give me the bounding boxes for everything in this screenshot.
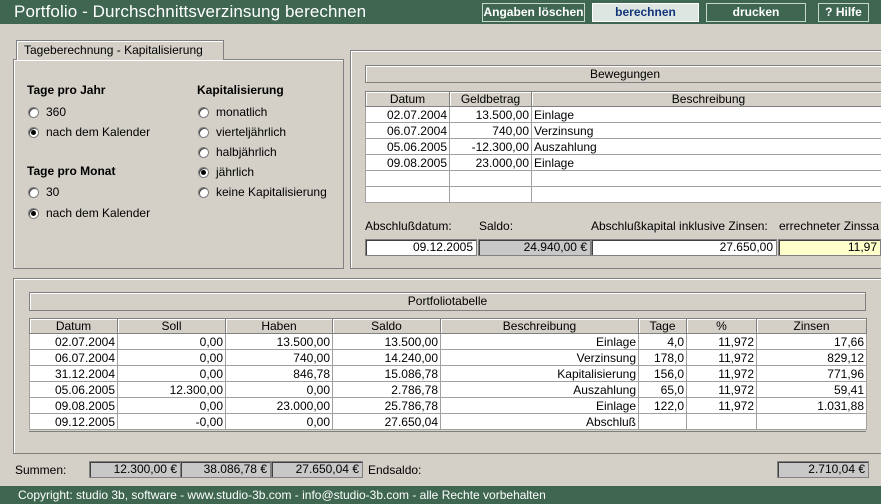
help-button[interactable]: ? Hilfe	[818, 3, 869, 22]
radio-cap-halfyearly[interactable]	[198, 145, 277, 159]
clear-button[interactable]: Angaben löschen	[482, 3, 585, 22]
app-title: Portfolio - Durchschnittsverzinsung berechnen	[14, 2, 367, 21]
cell-description[interactable]: Einlage	[441, 398, 639, 414]
radio-cap-quarterly[interactable]	[198, 125, 286, 139]
radio-cap-none[interactable]	[198, 185, 327, 199]
cell-credit[interactable]: 23.000,00	[226, 398, 333, 414]
cell-interest[interactable]: 17,66	[757, 334, 867, 350]
radio-year-calendar[interactable]	[28, 125, 150, 139]
cell-interest[interactable]: 1.031,88	[757, 398, 867, 414]
col-header-interest[interactable]: Zinsen	[757, 319, 867, 334]
radio-month-calendar[interactable]	[28, 206, 150, 220]
cell-balance[interactable]: 14.240,00	[333, 350, 441, 366]
tab-day-calculation[interactable]: Tageberechnung - Kapitalisierung	[16, 40, 224, 60]
cell-days[interactable]: 65,0	[639, 382, 687, 398]
radio-dot	[198, 147, 209, 158]
cell-description[interactable]: Abschluß	[441, 414, 639, 430]
radio-dot	[198, 127, 209, 138]
cell-days[interactable]: 156,0	[639, 366, 687, 382]
table-row[interactable]	[30, 414, 867, 430]
cell-amount[interactable]: -12.300,00	[450, 139, 532, 155]
col-header-amount[interactable]: Geldbetrag	[450, 92, 532, 107]
col-header-credit[interactable]: Haben	[226, 319, 333, 334]
col-header-percent[interactable]: %	[687, 319, 757, 334]
cell-percent[interactable]: 11,972	[687, 366, 757, 382]
table-row[interactable]	[30, 334, 867, 350]
calculated-rate-field: 11,97	[778, 239, 881, 256]
radio-label: nach dem Kalender	[46, 206, 151, 220]
portfolio-panel	[13, 278, 881, 454]
radio-label: 30	[46, 185, 60, 199]
cell-credit[interactable]: 0,00	[226, 414, 333, 430]
calculated-rate-label: errechneter Zinssa	[779, 219, 880, 233]
cell-credit[interactable]: 846,78	[226, 366, 333, 382]
radio-dot	[198, 187, 209, 198]
table-row[interactable]	[366, 155, 881, 171]
col-header-debit[interactable]: Soll	[118, 319, 226, 334]
radio-label: keine Kapitalisierung	[216, 185, 327, 199]
days-per-year-title: Tage pro Jahr	[27, 83, 106, 97]
horizontal-scrollbar[interactable]	[29, 431, 866, 441]
radio-dot	[198, 167, 209, 178]
cell-date[interactable]: 05.06.2005	[30, 382, 118, 398]
capitalization-title: Kapitalisierung	[197, 83, 284, 97]
cell-days[interactable]: 178,0	[639, 350, 687, 366]
radio-label: nach dem Kalender	[46, 125, 151, 139]
movements-title: Bewegungen	[365, 65, 881, 83]
radio-label: vierteljährlich	[216, 125, 287, 139]
cell-days[interactable]: 4,0	[639, 334, 687, 350]
cell-credit[interactable]: 13.500,00	[226, 334, 333, 350]
cell-date[interactable]: 31.12.2004	[30, 366, 118, 382]
cell-description[interactable]: Kapitalisierung	[441, 366, 639, 382]
balance-label: Saldo:	[479, 219, 514, 233]
cell-description[interactable]: Einlage	[532, 155, 881, 171]
cell-percent[interactable]: 11,972	[687, 350, 757, 366]
radio-dot	[28, 187, 39, 198]
cell-description[interactable]: Auszahlung	[532, 139, 881, 155]
col-header-description[interactable]: Beschreibung	[532, 92, 881, 107]
table-header-row	[30, 319, 867, 334]
cell-date[interactable]	[366, 187, 450, 203]
total-debit-field: 12.300,00 €	[89, 461, 181, 478]
cell-description[interactable]	[532, 171, 881, 187]
cell-balance[interactable]: 15.086,78	[333, 366, 441, 382]
portfolio-title: Portfoliotabelle	[29, 292, 866, 311]
cell-debit[interactable]: -0,00	[118, 414, 226, 430]
col-header-balance[interactable]: Saldo	[333, 319, 441, 334]
radio-cap-yearly[interactable]	[198, 165, 254, 179]
cell-date[interactable]: 09.12.2005	[30, 414, 118, 430]
table-row[interactable]	[30, 382, 867, 398]
col-header-date[interactable]: Datum	[30, 319, 118, 334]
radio-year-360[interactable]	[28, 105, 66, 119]
cell-date[interactable]: 02.07.2004	[366, 107, 450, 123]
table-row[interactable]	[366, 187, 881, 203]
table-row[interactable]	[366, 139, 881, 155]
portfolio-table	[29, 318, 867, 430]
end-balance-field: 2.710,04 €	[777, 461, 869, 478]
cell-interest[interactable]	[757, 414, 867, 430]
cell-amount[interactable]: 740,00	[450, 123, 532, 139]
table-row[interactable]	[30, 366, 867, 382]
calculate-button[interactable]: berechnen	[592, 3, 699, 22]
cell-balance[interactable]: 25.786,78	[333, 398, 441, 414]
table-row[interactable]	[30, 398, 867, 414]
cell-description[interactable]: Verzinsung	[532, 123, 881, 139]
closing-date-label: Abschlußdatum:	[365, 219, 452, 233]
closing-capital-field[interactable]: 27.650,00	[591, 239, 777, 256]
radio-label: halbjährlich	[216, 145, 277, 159]
end-balance-label: Endsaldo:	[368, 463, 422, 477]
radio-dot	[28, 107, 39, 118]
cell-balance[interactable]: 2.786,78	[333, 382, 441, 398]
cell-amount[interactable]	[450, 187, 532, 203]
cell-description[interactable]	[532, 187, 881, 203]
cell-debit[interactable]: 0,00	[118, 334, 226, 350]
cell-days[interactable]: 122,0	[639, 398, 687, 414]
print-button[interactable]: drucken	[706, 3, 806, 22]
cell-description[interactable]: Einlage	[532, 107, 881, 123]
cell-amount[interactable]: 23.000,00	[450, 155, 532, 171]
cell-description[interactable]: Verzinsung	[441, 350, 639, 366]
table-header-row	[366, 92, 881, 107]
table-row[interactable]	[366, 107, 881, 123]
total-credit-field: 38.086,78 €	[180, 461, 271, 478]
cell-interest[interactable]: 771,96	[757, 366, 867, 382]
cell-debit[interactable]: 0,00	[118, 350, 226, 366]
table-row[interactable]	[366, 123, 881, 139]
radio-label: monatlich	[216, 105, 268, 119]
total-balance-field: 27.650,04 €	[271, 461, 363, 478]
cell-date[interactable]: 06.07.2004	[366, 123, 450, 139]
cell-date[interactable]: 06.07.2004	[30, 350, 118, 366]
cell-amount[interactable]	[450, 171, 532, 187]
radio-month-30[interactable]	[28, 185, 59, 199]
col-header-date[interactable]: Datum	[366, 92, 450, 107]
closing-capital-label: Abschlußkapital inklusive Zinsen:	[591, 219, 768, 233]
radio-label: 360	[46, 105, 67, 119]
cell-percent[interactable]: 11,972	[687, 398, 757, 414]
cell-date[interactable]	[366, 171, 450, 187]
table-row[interactable]	[366, 171, 881, 187]
cell-date[interactable]: 09.08.2005	[366, 155, 450, 171]
cell-percent[interactable]	[687, 414, 757, 430]
closing-date-field[interactable]: 09.12.2005	[365, 239, 477, 256]
cell-credit[interactable]: 740,00	[226, 350, 333, 366]
days-per-month-title: Tage pro Monat	[27, 164, 116, 178]
cell-balance[interactable]: 27.650,04	[333, 414, 441, 430]
table-row[interactable]	[30, 350, 867, 366]
cell-credit[interactable]: 0,00	[226, 382, 333, 398]
cell-percent[interactable]: 11,972	[687, 382, 757, 398]
cell-date[interactable]: 02.07.2004	[30, 334, 118, 350]
cell-amount[interactable]: 13.500,00	[450, 107, 532, 123]
cell-debit[interactable]: 0,00	[118, 366, 226, 382]
totals-label: Summen:	[15, 463, 67, 477]
cell-description[interactable]: Auszahlung	[441, 382, 639, 398]
cell-days[interactable]	[639, 414, 687, 430]
cell-percent[interactable]: 11,972	[687, 334, 757, 350]
movements-table	[365, 91, 881, 203]
radio-dot	[198, 107, 209, 118]
col-header-days[interactable]: Tage	[639, 319, 687, 334]
cell-debit[interactable]: 12.300,00	[118, 382, 226, 398]
balance-field: 24.940,00 €	[478, 239, 591, 256]
title-bar	[0, 0, 881, 24]
cell-date[interactable]: 09.08.2005	[30, 398, 118, 414]
col-header-description[interactable]: Beschreibung	[441, 319, 639, 334]
radio-label: jährlich	[216, 165, 255, 179]
cell-balance[interactable]: 13.500,00	[333, 334, 441, 350]
cell-interest[interactable]: 829,12	[757, 350, 867, 366]
settings-panel	[13, 59, 344, 269]
cell-description[interactable]: Einlage	[441, 334, 639, 350]
cell-date[interactable]: 05.06.2005	[366, 139, 450, 155]
radio-dot	[28, 208, 39, 219]
radio-cap-monthly[interactable]	[198, 105, 267, 119]
radio-dot	[28, 127, 39, 138]
cell-debit[interactable]: 0,00	[118, 398, 226, 414]
cell-interest[interactable]: 59,41	[757, 382, 867, 398]
copyright-footer: Copyright: studio 3b, software - www.studio-3b.com - info@studio-3b.com - alle Rechte vorbehalten	[0, 486, 881, 504]
movements-panel	[350, 50, 881, 269]
